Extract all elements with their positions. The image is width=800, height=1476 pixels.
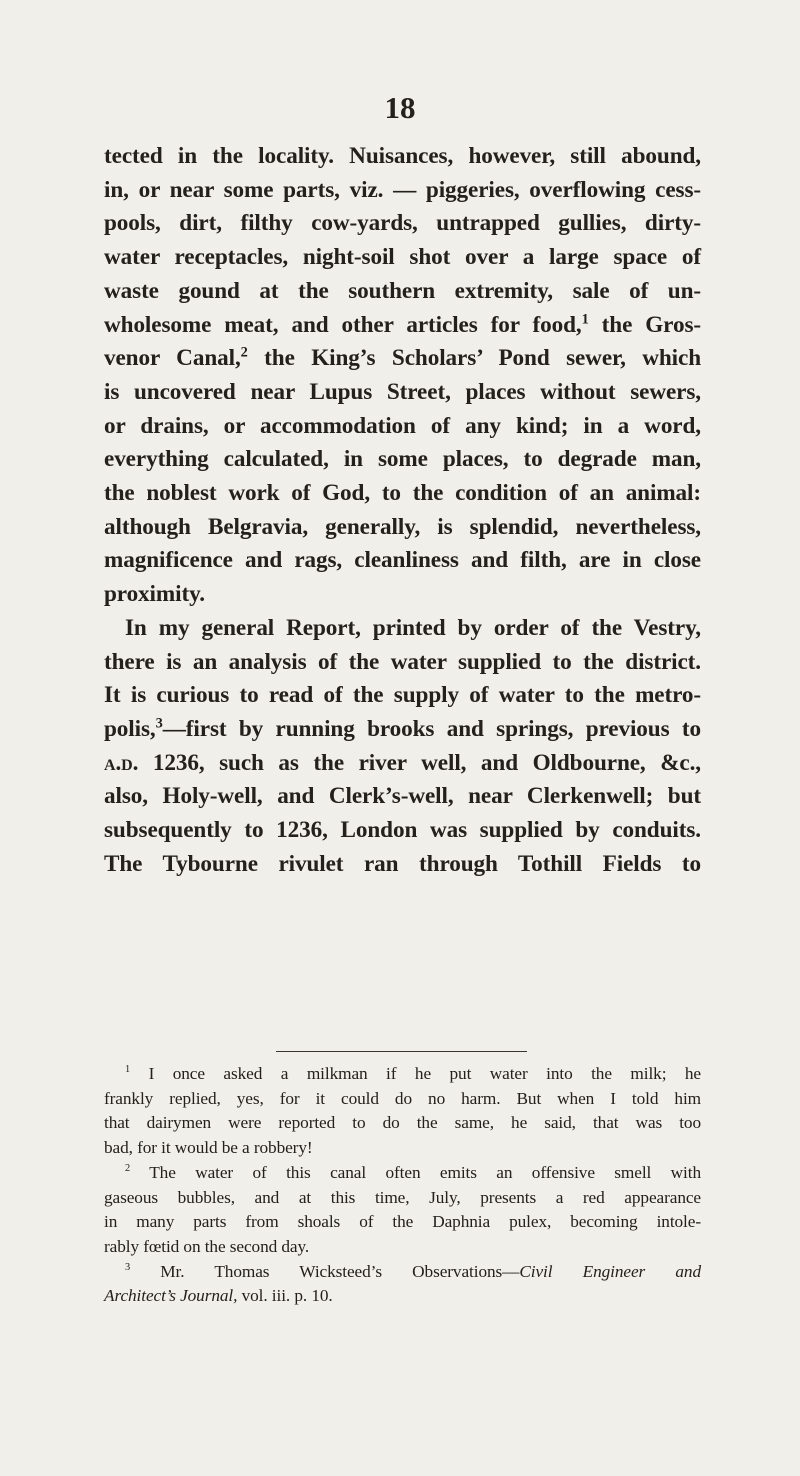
text-span: The water of this canal often emits an offensive smell with [130,1162,701,1182]
footnote-line [104,1260,701,1285]
text-span: wholesome meat, and other articles for food, [104,311,582,338]
footnote-ref: 3 [155,715,163,732]
text-line: although Belgravia, generally, is splendid, nevertheless, [104,513,701,540]
text-line [104,747,701,781]
journal-title: Architect’s Journal, [104,1286,238,1306]
text-line: pools, dirt, filthy cow-yards, untrapped gullies, dirty- [104,210,701,237]
footnote-line [104,1161,701,1186]
footnote-line: that dairymen were reported to do the same, he said, that was too [104,1113,701,1133]
footnote-ref: 1 [581,310,589,327]
text-line: The Tybourne rivulet ran through Tothill Fields to [104,850,701,877]
text-line: It is curious to read of the supply of water to the metro- [104,682,701,709]
text-line: proximity. [104,581,205,608]
text-line [104,309,701,343]
text-line: magnificence and rags, cleanliness and filth, are in close [104,547,701,574]
body-text [104,140,701,881]
text-line: everything calculated, in some places, to degrade man, [104,446,701,473]
footnote-line: frankly replied, yes, for it could do no harm. But when I told him [104,1088,701,1108]
footnote-line: bad, for it would be a robbery! [104,1138,313,1158]
text-span: polis, [104,715,156,742]
text-span: the Gros- [588,311,701,338]
text-line: tected in the locality. Nuisances, however, still abound, [104,143,701,169]
footnotes [104,1062,701,1309]
text-span: the King’s Scholars’ Pond sewer, which [247,345,701,372]
footnote-line: gaseous bubbles, and at this time, July, presents a red appearance [104,1187,701,1207]
text-span: venor Canal, [104,345,241,372]
journal-title: Civil Engineer and [519,1261,701,1281]
footnote-divider [276,1051,527,1052]
text-span: —first by running brooks and springs, previous to [162,715,701,742]
page-number: 18 [384,90,416,125]
text-span: Mr. Thomas Wicksteed’s Observations— [130,1261,520,1281]
footnote-marker: 2 [125,1163,131,1175]
text-line: waste gound at the southern extremity, sale of un- [104,277,701,304]
text-line [104,342,701,376]
text-line [104,713,701,747]
footnote-line: rably fœtid on the second day. [104,1236,310,1256]
text-line: in, or near some parts, viz. — piggeries, overflowing cess- [104,176,701,203]
text-span: 1236, such as the river well, and Oldbourne, &c., [138,749,701,776]
text-span: I once asked a milkman if he put water into the milk; he [130,1064,701,1083]
footnote-marker: 3 [125,1261,131,1273]
text-line: also, Holy-well, and Clerk’s-well, near Clerkenwell; but [104,783,701,810]
footnote-line: in many parts from shoals of the Daphnia pulex, becoming intole- [104,1212,701,1232]
footnote-ref: 2 [240,344,248,361]
text-line: there is an analysis of the water supplied to the district. [104,648,701,675]
text-line: the noblest work of God, to the condition of an animal: [104,480,701,507]
footnote-line [104,1062,701,1087]
text-line: is uncovered near Lupus Street, places without sewers, [104,378,701,405]
text-line: or drains, or accommodation of any kind; in a word, [104,412,701,439]
footnote-line [104,1284,701,1309]
text-line: subsequently to 1236, London was supplied by conduits. [104,817,701,844]
text-line: water receptacles, night-soil shot over a large space of [104,244,701,271]
era-abbreviation: a.d. [104,749,139,776]
text-span: vol. iii. p. 10. [237,1286,333,1306]
footnote-marker: 1 [125,1064,131,1076]
text-line: In my general Report, printed by order of the Vestry, [125,614,701,641]
